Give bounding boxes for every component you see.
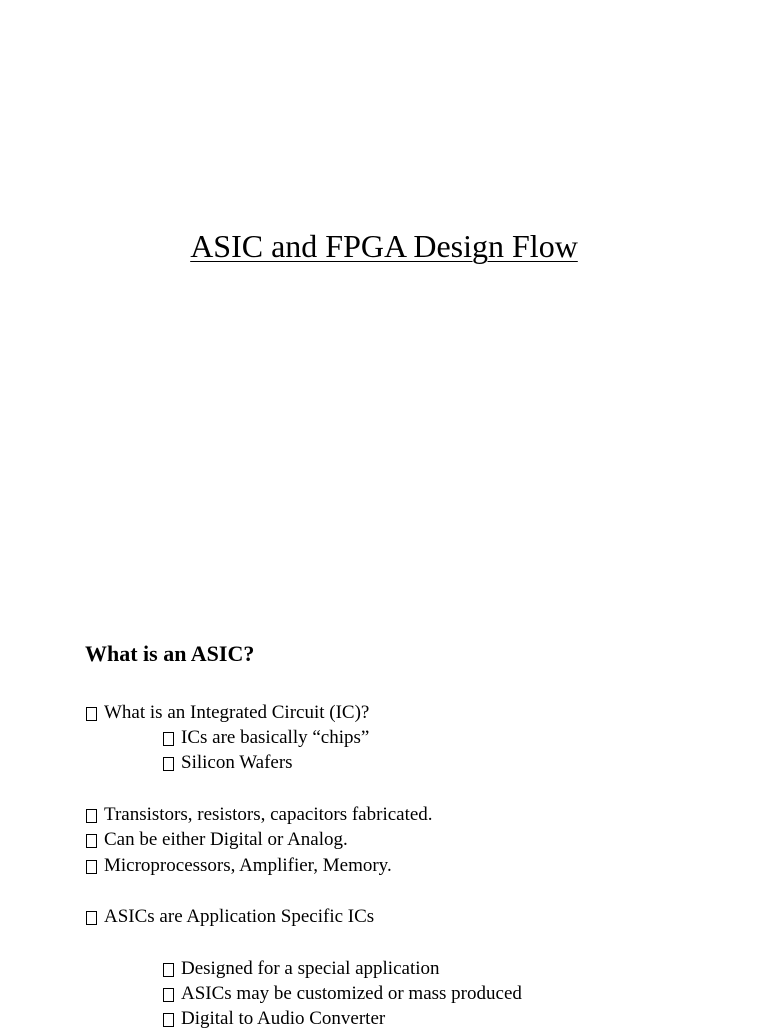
list-item	[86, 905, 374, 929]
list-item	[86, 803, 433, 827]
list-item-text: ASICs may be customized or mass produced	[181, 983, 522, 1004]
list-item-text: Transistors, resistors, capacitors fabricated.	[104, 804, 433, 825]
list-item	[163, 751, 293, 775]
list-item-text: What is an Integrated Circuit (IC)?	[104, 702, 370, 723]
list-item	[86, 854, 392, 878]
section-heading: What is an ASIC?	[85, 641, 255, 666]
list-item-text: Microprocessors, Amplifier, Memory.	[104, 855, 392, 876]
list-item-text: Silicon Wafers	[181, 752, 293, 773]
document-title: ASIC and FPGA Design Flow	[190, 228, 578, 264]
bullet-box-icon	[163, 1013, 174, 1027]
bullet-box-icon	[163, 757, 174, 771]
bullet-box-icon	[163, 988, 174, 1002]
list-item-text: Can be either Digital or Analog.	[104, 829, 348, 850]
list-item	[86, 701, 369, 725]
bullet-box-icon	[86, 911, 97, 925]
bullet-box-icon	[163, 963, 174, 977]
bullet-box-icon	[86, 834, 97, 848]
list-item-text: Designed for a special application	[181, 958, 440, 979]
list-item-text: ICs are basically “chips”	[181, 727, 370, 748]
list-item	[163, 726, 369, 750]
bullet-box-icon	[86, 809, 97, 823]
bullet-box-icon	[163, 732, 174, 746]
list-item-text: ASICs are Application Specific ICs	[104, 906, 375, 927]
list-item	[163, 957, 440, 981]
list-item-text: Digital to Audio Converter	[181, 1008, 386, 1029]
bullet-box-icon	[86, 860, 97, 874]
list-item	[163, 982, 522, 1006]
list-item	[86, 828, 348, 852]
list-item	[163, 1007, 385, 1031]
bullet-box-icon	[86, 707, 97, 721]
